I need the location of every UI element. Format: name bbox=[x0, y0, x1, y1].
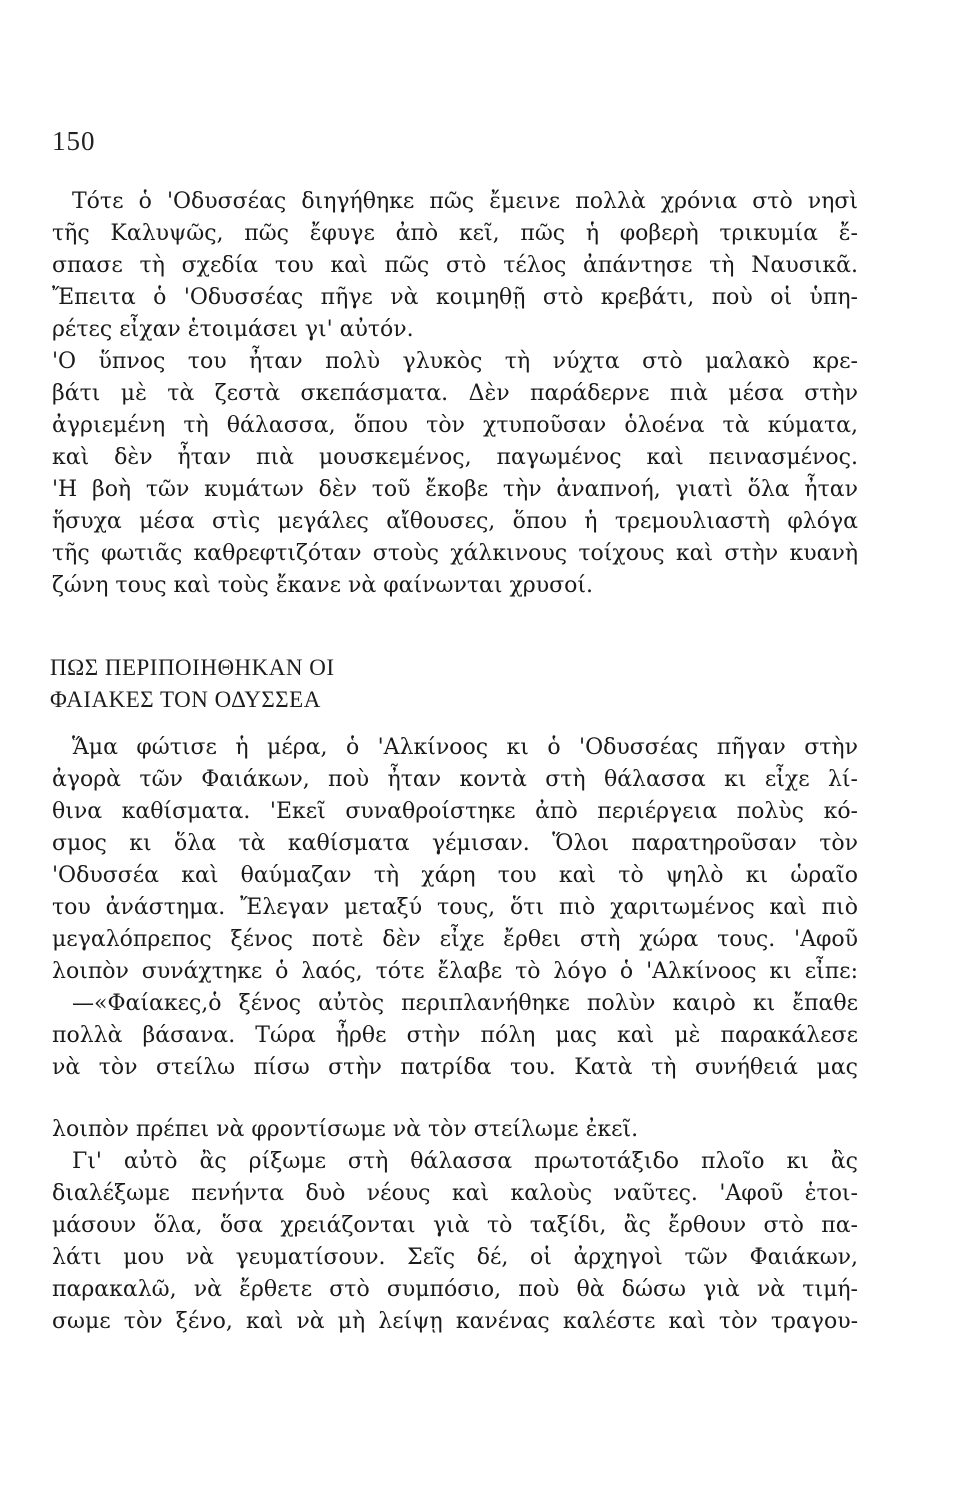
text-line: Τότε ὁ 'Οδυσσέας διηγήθηκε πῶς ἔμεινε πολλὰ χρόνια στὸ νησὶ bbox=[72, 189, 858, 214]
text-line: —«Φαίακες,ὁ ξένος αὐτὸς περιπλανήθηκε πολὺν καιρὸ κι ἔπαθε bbox=[72, 991, 858, 1016]
text-line: νὰ τὸν στείλω πίσω στὴν πατρίδα του. Κατὰ τὴ συνήθειά μας bbox=[52, 1055, 858, 1080]
text-line: Ἅμα φώτισε ἡ μέρα, ὁ 'Αλκίνοος κι ὁ 'Οδυσσέας πῆγαν στὴν bbox=[72, 735, 858, 760]
text-line: βάτι μὲ τὰ ζεστὰ σκεπάσματα. Δὲν παράδερνε πιὰ μέσα στὴν bbox=[52, 381, 858, 406]
text-line: 'Οδυσσέα καὶ θαύμαζαν τὴ χάρη του καὶ τὸ ψηλὸ κι ὡραῖο bbox=[52, 863, 858, 888]
text-line: Ἔπειτα ὁ 'Οδυσσέας πῆγε νὰ κοιμηθῇ στὸ κρεβάτι, ποὺ οἱ ὑπη- bbox=[52, 285, 858, 310]
paragraph-block-odysseus-story bbox=[48, 186, 858, 602]
text-line: σπασε τὴ σχεδία του καὶ πῶς στὸ τέλος ἀπάντησε τὴ Ναυσικᾶ. bbox=[52, 253, 858, 278]
text-line: λοιπὸν πρέπει νὰ φροντίσωμε νὰ τὸν στείλωμε ἐκεῖ. bbox=[52, 1117, 639, 1142]
heading-line: ΦΑΙΑΚΕΣ ΤΟΝ ΟΔΥΣΣΕΑ bbox=[50, 687, 321, 712]
text-line: ἀγορὰ τῶν Φαιάκων, ποὺ ἦταν κοντὰ στὴ θάλασσα κι εἶχε λί- bbox=[52, 767, 858, 792]
text-line: του ἀνάστημα. Ἔλεγαν μεταξύ τους, ὅτι πιὸ χαριτωμένος καὶ πιὸ bbox=[52, 895, 858, 920]
text-line: ζώνη τους καὶ τοὺς ἔκανε νὰ φαίνωνται χρυσοί. bbox=[52, 573, 593, 598]
text-line: τῆς Καλυψῶς, πῶς ἔφυγε ἀπὸ κεῖ, πῶς ἡ φοβερὴ τρικυμία ἔ- bbox=[52, 221, 858, 246]
paragraph-block-agora bbox=[48, 732, 858, 1084]
section-heading bbox=[50, 652, 335, 716]
text-line: μεγαλόπρεπος ξένος ποτὲ δὲν εἶχε ἔρθει στὴ χώρα τους. 'Αφοῦ bbox=[52, 927, 858, 952]
text-line: παρακαλῶ, νὰ ἔρθετε στὸ συμπόσιο, ποὺ θὰ δώσω γιὰ νὰ τιμή- bbox=[52, 1277, 858, 1302]
text-line: Γι' αὐτὸ ἂς ρίξωμε στὴ θάλασσα πρωτοτάξιδο πλοῖο κι ἂς bbox=[72, 1149, 858, 1174]
heading-line: ΠΩΣ ΠΕΡΙΠΟΙΗΘΗΚΑΝ ΟΙ bbox=[50, 655, 335, 680]
text-line: καὶ δὲν ἦταν πιὰ μουσκεμένος, παγωμένος καὶ πεινασμένος. bbox=[52, 445, 858, 470]
text-line: ἀγριεμένη τὴ θάλασσα, ὅπου τὸν χτυποῦσαν ὁλοένα τὰ κύματα, bbox=[52, 413, 858, 438]
text-line: ρέτες εἶχαν ἑτοιμάσει γι' αὐτόν. bbox=[52, 317, 414, 342]
text-line: σωμε τὸν ξένο, καὶ νὰ μὴ λείψῃ κανένας καλέστε καὶ τὸν τραγου- bbox=[52, 1309, 858, 1334]
text-line: 'Η βοὴ τῶν κυμάτων δὲν τοῦ ἔκοβε τὴν ἀναπνοή, γιατὶ ὅλα ἦταν bbox=[52, 477, 858, 502]
text-line: διαλέξωμε πενήντα δυὸ νέους καὶ καλοὺς ναῦτες. 'Αφοῦ ἑτοι- bbox=[52, 1181, 858, 1206]
text-line: λάτι μου νὰ γευματίσουν. Σεῖς δέ, οἱ ἀρχηγοὶ τῶν Φαιάκων, bbox=[52, 1245, 858, 1270]
text-line: πολλὰ βάσανα. Τώρα ἦρθε στὴν πόλη μας καὶ μὲ παρακάλεσε bbox=[52, 1023, 858, 1048]
text-line: λοιπὸν συνάχτηκε ὁ λαός, τότε ἔλαβε τὸ λόγο ὁ 'Αλκίνοος κι εἶπε: bbox=[52, 959, 858, 984]
page-number: 150 bbox=[52, 126, 96, 156]
text-line: τῆς φωτιᾶς καθρεφτιζόταν στοὺς χάλκινους τοίχους καὶ στὴν κυανὴ bbox=[52, 541, 858, 566]
paragraph-block-alcinous-speech bbox=[48, 1114, 858, 1338]
text-line: μάσουν ὅλα, ὅσα χρειάζονται γιὰ τὸ ταξίδι, ἂς ἔρθουν στὸ πα- bbox=[52, 1213, 858, 1238]
text-line: σμος κι ὅλα τὰ καθίσματα γέμισαν. Ὅλοι παρατηροῦσαν τὸν bbox=[52, 831, 858, 856]
text-line: θινα καθίσματα. 'Εκεῖ συναθροίστηκε ἀπὸ περιέργεια πολὺς κό- bbox=[52, 799, 858, 824]
text-line: ἥσυχα μέσα στὶς μεγάλες αἴθουσες, ὅπου ἡ τρεμουλιαστὴ φλόγα bbox=[52, 509, 858, 534]
text-line: 'Ο ὕπνος του ἦταν πολὺ γλυκὸς τὴ νύχτα στὸ μαλακὸ κρε- bbox=[52, 349, 858, 374]
